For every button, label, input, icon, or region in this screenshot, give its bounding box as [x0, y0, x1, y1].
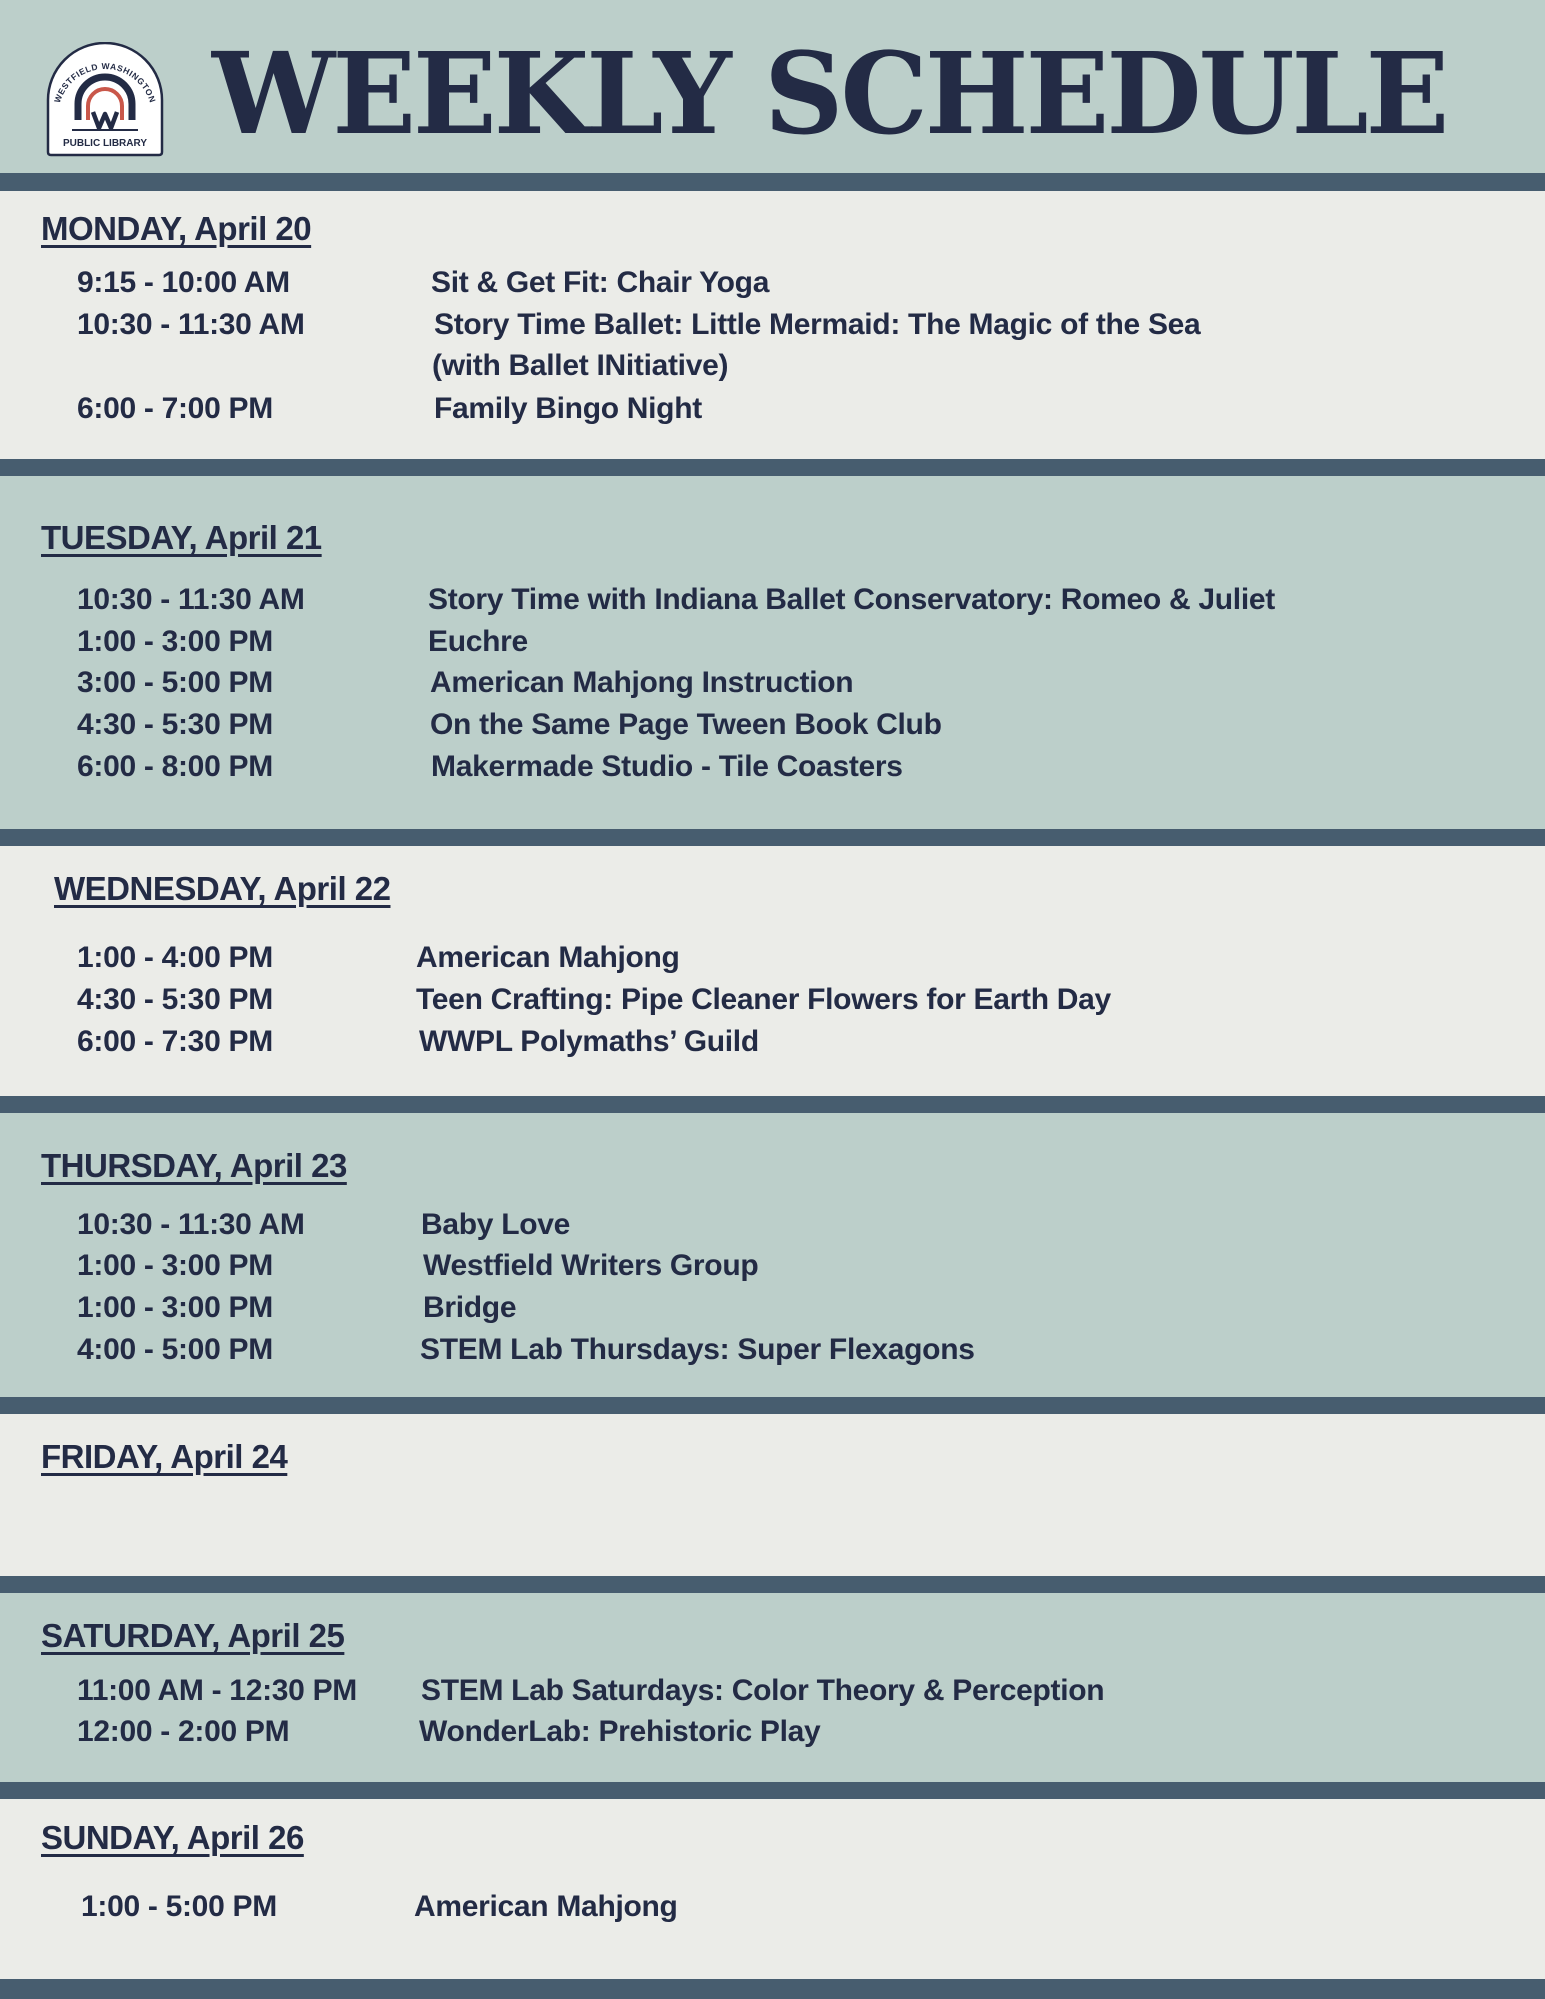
library-logo: [44, 42, 166, 157]
day-heading: FRIDAY, April 24: [41, 1438, 288, 1475]
divider: [0, 459, 1545, 476]
day-section-saturday: [0, 1593, 1545, 1782]
event-title: American Mahjong: [414, 1890, 678, 1923]
event-title: Story Time with Indiana Ballet Conservatory: Romeo & Juliet: [428, 583, 1275, 616]
event-time: 3:00 - 5:00 PM: [77, 666, 273, 699]
page-title: WEEKLY SCHEDULE: [212, 29, 1447, 160]
day-section-friday: [0, 1414, 1545, 1576]
event-time: 10:30 - 11:30 AM: [77, 583, 305, 616]
event-title: WonderLab: Prehistoric Play: [419, 1715, 821, 1748]
event-title: WWPL Polymaths’ Guild: [419, 1025, 759, 1058]
event-title: Makermade Studio - Tile Coasters: [431, 750, 903, 783]
event-time: 10:30 - 11:30 AM: [77, 308, 305, 341]
event-time: 6:00 - 7:30 PM: [77, 1025, 273, 1058]
divider: [0, 1576, 1545, 1593]
event-title: Euchre: [428, 625, 528, 658]
event-title: Story Time Ballet: Little Mermaid: The Magic of the Sea: [434, 308, 1201, 341]
event-title: STEM Lab Saturdays: Color Theory & Perception: [421, 1674, 1105, 1707]
event-time: 1:00 - 3:00 PM: [77, 625, 273, 658]
event-time: 1:00 - 3:00 PM: [77, 1249, 273, 1282]
day-section-wednesday: [0, 846, 1545, 1096]
day-heading: SATURDAY, April 25: [41, 1617, 345, 1654]
event-title: American Mahjong: [416, 941, 680, 974]
day-section-sunday: [0, 1799, 1545, 1979]
event-title: Sit & Get Fit: Chair Yoga: [431, 266, 770, 299]
event-time: 4:30 - 5:30 PM: [77, 983, 273, 1016]
event-title: Bridge: [423, 1291, 517, 1324]
event-time: 4:00 - 5:00 PM: [77, 1333, 273, 1366]
logo-bottom-text: PUBLIC LIBRARY: [62, 138, 148, 149]
event-time: 11:00 AM - 12:30 PM: [77, 1674, 357, 1707]
day-heading: SUNDAY, April 26: [41, 1819, 304, 1856]
event-time: 1:00 - 5:00 PM: [81, 1890, 277, 1923]
event-title-continued: (with Ballet INitiative): [432, 349, 729, 382]
event-time: 6:00 - 7:00 PM: [77, 392, 273, 425]
event-time: 9:15 - 10:00 AM: [77, 266, 290, 299]
divider: [0, 829, 1545, 846]
divider: [0, 1096, 1545, 1113]
event-title: On the Same Page Tween Book Club: [430, 708, 942, 741]
event-time: 1:00 - 4:00 PM: [77, 941, 273, 974]
divider: [0, 1979, 1545, 1999]
event-title: Teen Crafting: Pipe Cleaner Flowers for Earth Day: [416, 983, 1111, 1016]
event-title: Baby Love: [421, 1208, 571, 1241]
event-time: 4:30 - 5:30 PM: [77, 708, 273, 741]
event-title: Family Bingo Night: [434, 392, 702, 425]
event-title: STEM Lab Thursdays: Super Flexagons: [420, 1333, 975, 1366]
day-heading: TUESDAY, April 21: [41, 519, 322, 556]
page-header: [0, 0, 1545, 173]
day-section-monday: [0, 191, 1545, 459]
event-time: 6:00 - 8:00 PM: [77, 750, 273, 783]
day-section-thursday: [0, 1113, 1545, 1397]
day-section-tuesday: [0, 476, 1545, 829]
day-heading: WEDNESDAY, April 22: [54, 870, 391, 907]
divider: [0, 1397, 1545, 1414]
day-heading: THURSDAY, April 23: [41, 1147, 347, 1184]
divider: [0, 173, 1545, 191]
event-time: 12:00 - 2:00 PM: [77, 1715, 290, 1748]
logo-arc-text: WESTFIELD WASHINGTON: [52, 60, 158, 105]
event-title: American Mahjong Instruction: [430, 666, 854, 699]
day-heading: MONDAY, April 20: [41, 210, 312, 247]
event-time: 10:30 - 11:30 AM: [77, 1208, 305, 1241]
divider: [0, 1782, 1545, 1799]
event-time: 1:00 - 3:00 PM: [77, 1291, 273, 1324]
event-title: Westfield Writers Group: [423, 1249, 759, 1282]
